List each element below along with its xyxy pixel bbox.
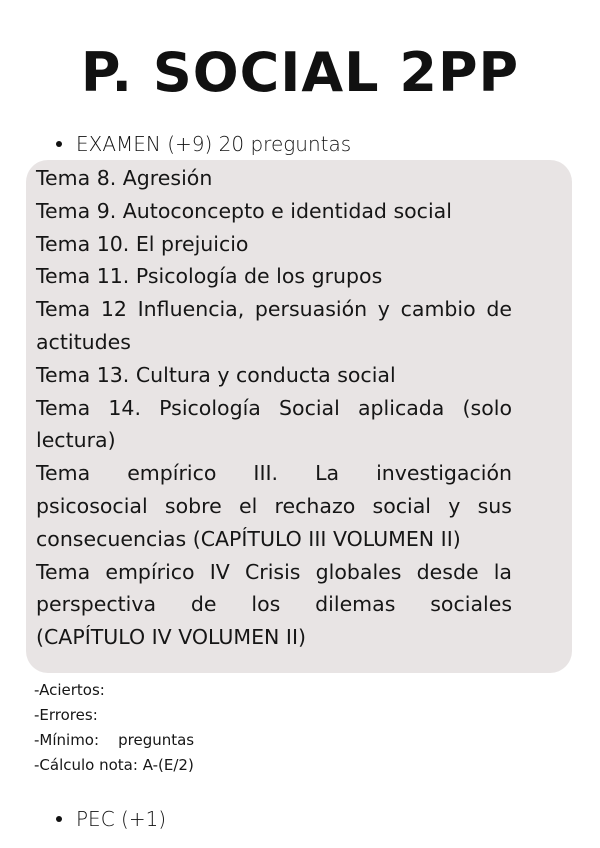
topic-8: Tema 8. Agresión: [36, 166, 213, 190]
topic-12-line-2: actitudes: [36, 329, 131, 354]
note-aciertos: -Aciertos:: [34, 681, 105, 699]
empirical-3-line-2: psicosocial sobre el rechazo social y sus: [36, 493, 512, 518]
topic-9: Tema 9. Autoconcepto e identidad social: [36, 198, 452, 223]
topics-list: [36, 162, 512, 654]
note-minimo: -Mínimo: preguntas: [34, 731, 195, 749]
topic-11: Tema 11. Psicología de los grupos: [36, 264, 383, 289]
empirical-3-line-1: Tema empírico III. La investigación: [36, 461, 512, 486]
topic-10: Tema 10. El prejuicio: [36, 231, 249, 256]
exam-notes: [34, 678, 194, 778]
pec-item-label: PEC (+1): [76, 807, 167, 831]
empirical-4-line-1: Tema empírico IV Crisis globales desde la: [36, 559, 512, 584]
bullet-icon: [56, 816, 62, 822]
page-title: P. SOCIAL 2PP: [80, 41, 520, 104]
empirical-3-line-3: consecuencias (CAPÍTULO III VOLUMEN II): [36, 526, 461, 551]
pec-list-item: [56, 806, 166, 832]
topic-13: Tema 13. Cultura y conducta social: [36, 362, 396, 387]
bullet-icon: [56, 141, 62, 147]
empirical-4-line-2: perspectiva de los dilemas sociales: [36, 592, 512, 617]
empirical-4-line-3: (CAPÍTULO IV VOLUMEN II): [36, 625, 306, 650]
exam-list-item: [56, 131, 351, 157]
topic-12-line-1: Tema 12 Influencia, persuasión y cambio de: [36, 297, 512, 322]
note-calculo: -Cálculo nota: A-(E/2): [34, 756, 194, 774]
note-errores: -Errores:: [34, 706, 98, 724]
exam-item-label: EXAMEN (+9) 20 preguntas: [76, 132, 352, 156]
topic-14-line-1: Tema 14. Psicología Social aplicada (solo: [36, 395, 512, 420]
topic-14-line-2: lectura): [36, 428, 116, 453]
